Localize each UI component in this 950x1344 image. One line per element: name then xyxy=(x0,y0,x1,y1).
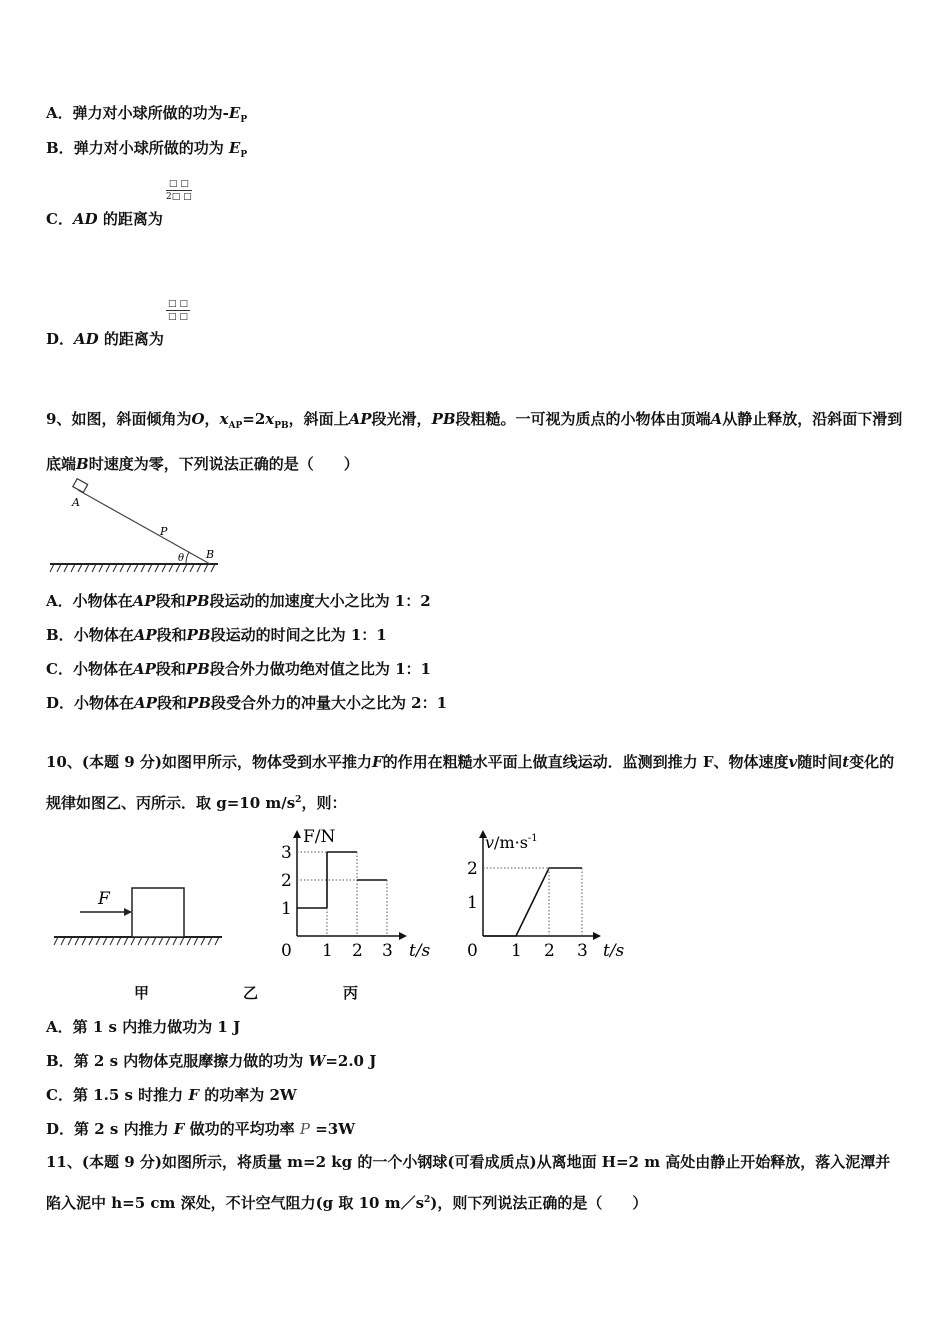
q8-option-c-fraction: □ □ 2□ □ xyxy=(166,179,192,202)
f-chart-x-arrow xyxy=(399,932,407,940)
q8-option-d: D．AD 的距离为 xyxy=(46,330,164,348)
f-chart-x-axis-label: t/s xyxy=(409,941,431,961)
q9-option-c: C．小物体在AP段和PB段合外力做功绝对值之比为 1：1 xyxy=(46,660,431,678)
v-chart-series-line xyxy=(483,868,582,936)
f-chart-y-tick-label: 2 xyxy=(281,871,292,891)
chart-v-vs-t xyxy=(458,822,625,962)
v-chart-x-arrow xyxy=(593,932,601,940)
jia-ground-hatching xyxy=(54,937,219,945)
force-arrow-head xyxy=(124,908,132,916)
q10-option-d: D．第 2 s 内推力 F 做功的平均功率 P =3W xyxy=(46,1120,356,1138)
label-b: B xyxy=(206,548,215,561)
q9-stem: 9、如图，斜面倾角为O，$x_{AP}=2x_{PB}$，斜面上AP段光滑，PB段粗糙。一可视为质点的小物体由顶端A从静止释放，沿斜面下滑到底端B时速度为零，下列说法正确的是（ ） xyxy=(46,410,903,473)
angle-arc xyxy=(186,552,189,564)
q8-option-d-fraction: □ □ □ □ xyxy=(168,299,188,322)
v-chart-x-tick-label: 0 xyxy=(467,941,478,961)
f-chart-x-tick-label: 3 xyxy=(382,941,393,961)
q10-option-c: C．第 1.5 s 时推力 F 的功率为 2W xyxy=(46,1086,297,1104)
jia-block xyxy=(132,888,184,937)
chart-f-vs-t xyxy=(272,822,431,962)
q10-stem: 10、(本题 9 分)如图甲所示，物体受到水平推力F的作用在粗糙水平面上做直线运动．监测到推力 F、物体速度v随时间t变化的规律如图乙、丙所示．取 g=10 $m/s^2$，则： xyxy=(46,753,895,812)
q10-figure-jia xyxy=(52,880,232,950)
label-theta: θ xyxy=(178,553,185,564)
q8-option-a: A．弹力对小球所做的功为$-E_P$ xyxy=(46,104,248,125)
f-chart-x-tick-label: 2 xyxy=(352,941,363,961)
v-chart-y-tick-label: 2 xyxy=(467,859,478,879)
label-p: P xyxy=(160,525,168,538)
force-label: F xyxy=(98,889,110,909)
f-chart-y-tick-label: 3 xyxy=(281,843,292,863)
caption-yi: 乙 xyxy=(243,984,259,1002)
q10-option-b: B．第 2 s 内物体克服摩擦力做的功为 W=2.0 J xyxy=(46,1052,377,1070)
v-chart-y-axis-label: $v/m\cdot s^{-1}$ xyxy=(485,833,538,852)
label-a: A xyxy=(72,496,80,509)
q9-option-d: D．小物体在AP段和PB段受合外力的冲量大小之比为 2：1 xyxy=(46,694,448,712)
q9-option-a: A．小物体在AP段和PB段运动的加速度大小之比为 1：2 xyxy=(46,592,431,610)
block-on-incline xyxy=(73,479,88,493)
caption-jia: 甲 xyxy=(134,984,150,1002)
f-chart-y-axis-label: F/N xyxy=(303,827,336,847)
q8-option-c: C．AD 的距离为 xyxy=(46,210,163,228)
v-chart-x-axis-label: t/s xyxy=(603,941,625,961)
f-chart-x-tick-label: 1 xyxy=(322,941,333,961)
v-chart-x-tick-label: 2 xyxy=(544,941,555,961)
q8-option-b: B．弹力对小球所做的功为 $E_P$ xyxy=(46,139,248,160)
ground-hatching xyxy=(50,564,215,572)
q11-stem: 11、(本题 9 分)如图所示，将质量 m=2 kg 的一个小钢球(可看成质点)从离地面 H=2 m 高处由静止开始释放，落入泥潭并陷入泥中 h=5 cm 深处，不计空气阻力(g 取 10 $m/s^2$)，则下列说法正确的是（ ） xyxy=(46,1153,891,1212)
f-chart-y-arrow xyxy=(293,830,301,838)
v-chart-x-tick-label: 3 xyxy=(577,941,588,961)
f-chart-x-tick-label: 0 xyxy=(281,941,292,961)
incline-surface xyxy=(78,490,210,564)
v-chart-y-tick-label: 1 xyxy=(467,893,478,913)
q9-incline-figure xyxy=(46,478,236,578)
caption-bing: 丙 xyxy=(343,984,359,1002)
q9-option-b: B．小物体在AP段和PB段运动的时间之比为 1：1 xyxy=(46,626,387,644)
f-chart-y-tick-label: 1 xyxy=(281,899,292,919)
q10-option-a: A．第 1 s 内推力做功为 1 J xyxy=(46,1018,241,1036)
v-chart-x-tick-label: 1 xyxy=(511,941,522,961)
